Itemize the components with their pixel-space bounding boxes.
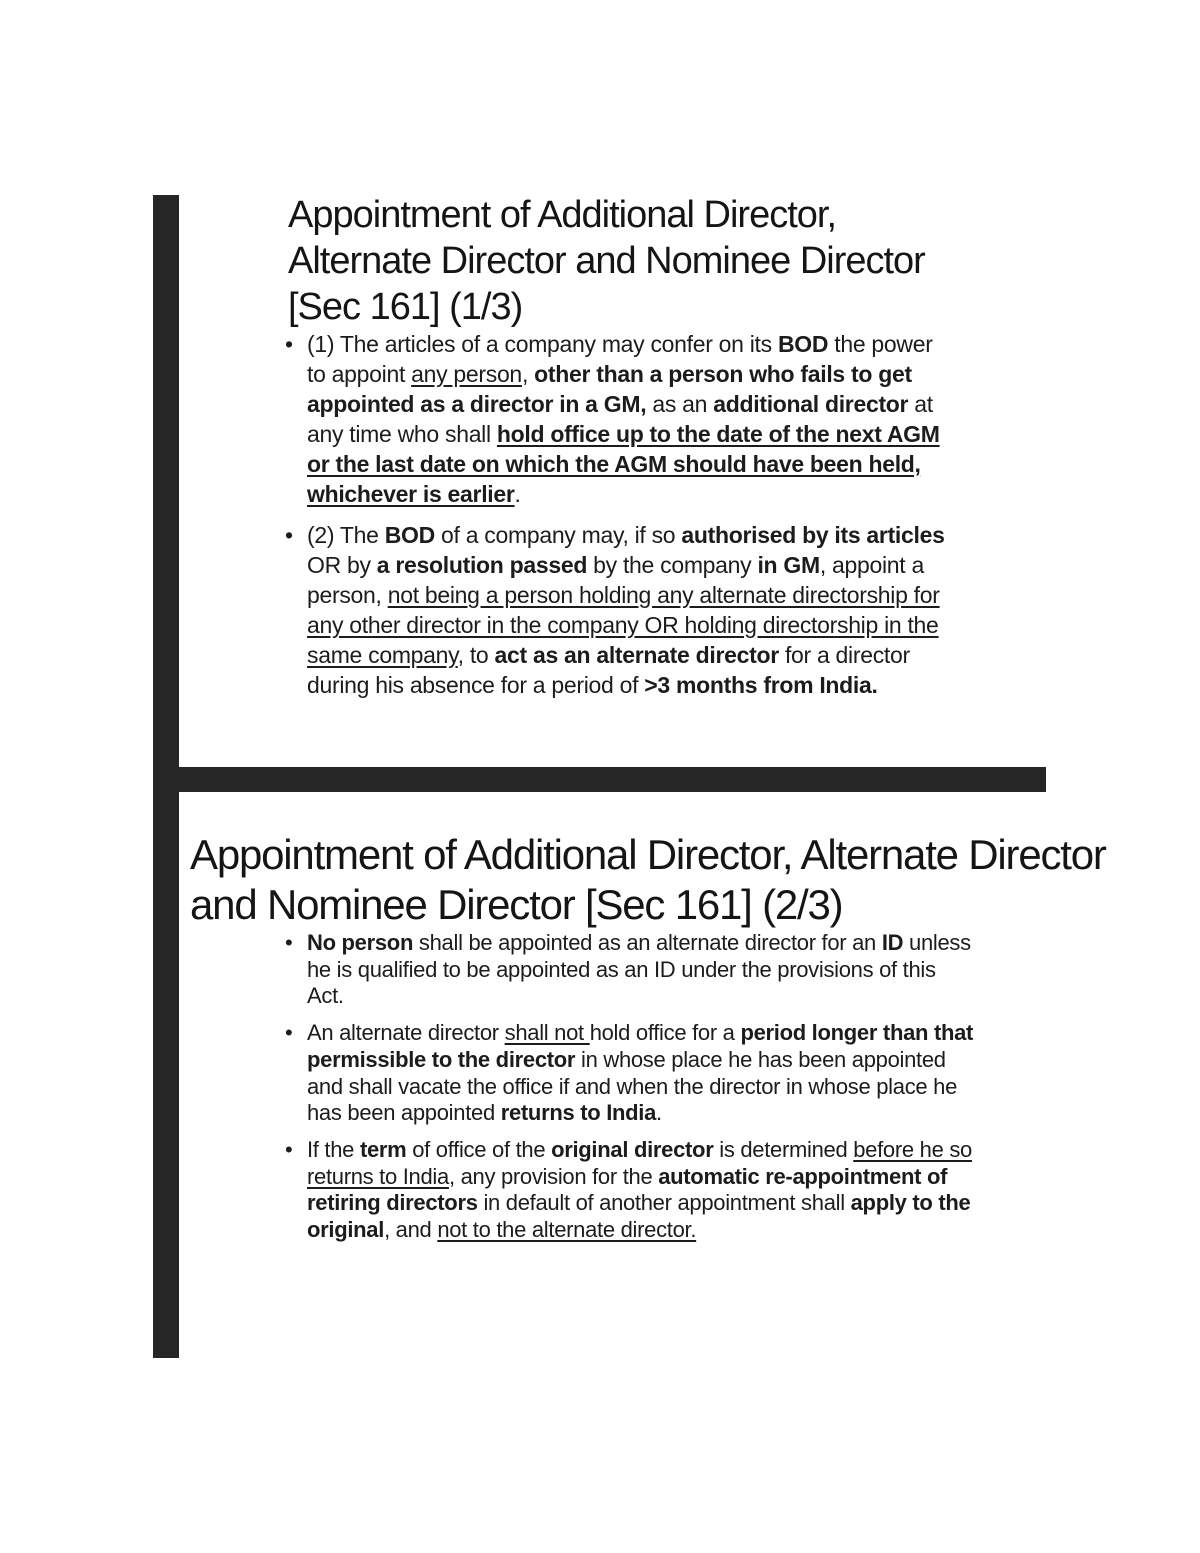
slide2-bullet-3: • If the term of office of the original director is determined before he so returns to India, any provision for the automatic re-appointment of retiring directors in default of another appointment shall apply to the original, and not to the alternate director.: [285, 1136, 972, 1243]
slide2-title: Appointment of Additional Director, Alternate Director and Nominee Director [Sec 161] (2/3): [190, 831, 1106, 928]
slide2-bullet-1: • No person shall be appointed as an alternate director for an ID unless he is qualified to be appointed as an ID under the provisions of this Act.: [285, 930, 971, 1009]
slide1-bullet-list: [285, 329, 950, 711]
slide2-bullet-2: • An alternate director shall not hold office for a period longer than that permissible to the director in whose place he has been appointed and shall vacate the office if and when the director in whose place he has been appointed returns to India.: [285, 1020, 974, 1126]
slide-divider-bar: [153, 767, 1046, 792]
bullet-marker: •: [285, 522, 293, 548]
slide1-bullet-2: • (2) The BOD of a company may, if so authorised by its articles OR by a resolution passed by the company in GM, appoint a person, not being a person holding any alternate directorship for any other director in the company OR holding directorship in the same company, to act as an alternate director for a director during his absence for a period of >3 months from India.: [285, 522, 945, 698]
bullet-marker: •: [285, 1020, 293, 1046]
slide1-bullet-1: • (1) The articles of a company may confer on its BOD the power to appoint any person, other than a person who fails to get appointed as a director in a GM, as an additional director at any time who shall hold office up to the date of the next AGM or the last date on which the AGM should have been held, whichever is earlier.: [285, 331, 940, 507]
bullet-marker: •: [285, 1136, 293, 1162]
bullet-marker: •: [285, 331, 293, 357]
slide1-title: Appointment of Additional Director, Alternate Director and Nominee Director [Sec 161] (1/3): [288, 194, 925, 328]
bullet-marker: •: [285, 930, 293, 955]
slide2-bullet-list: [285, 930, 975, 1254]
